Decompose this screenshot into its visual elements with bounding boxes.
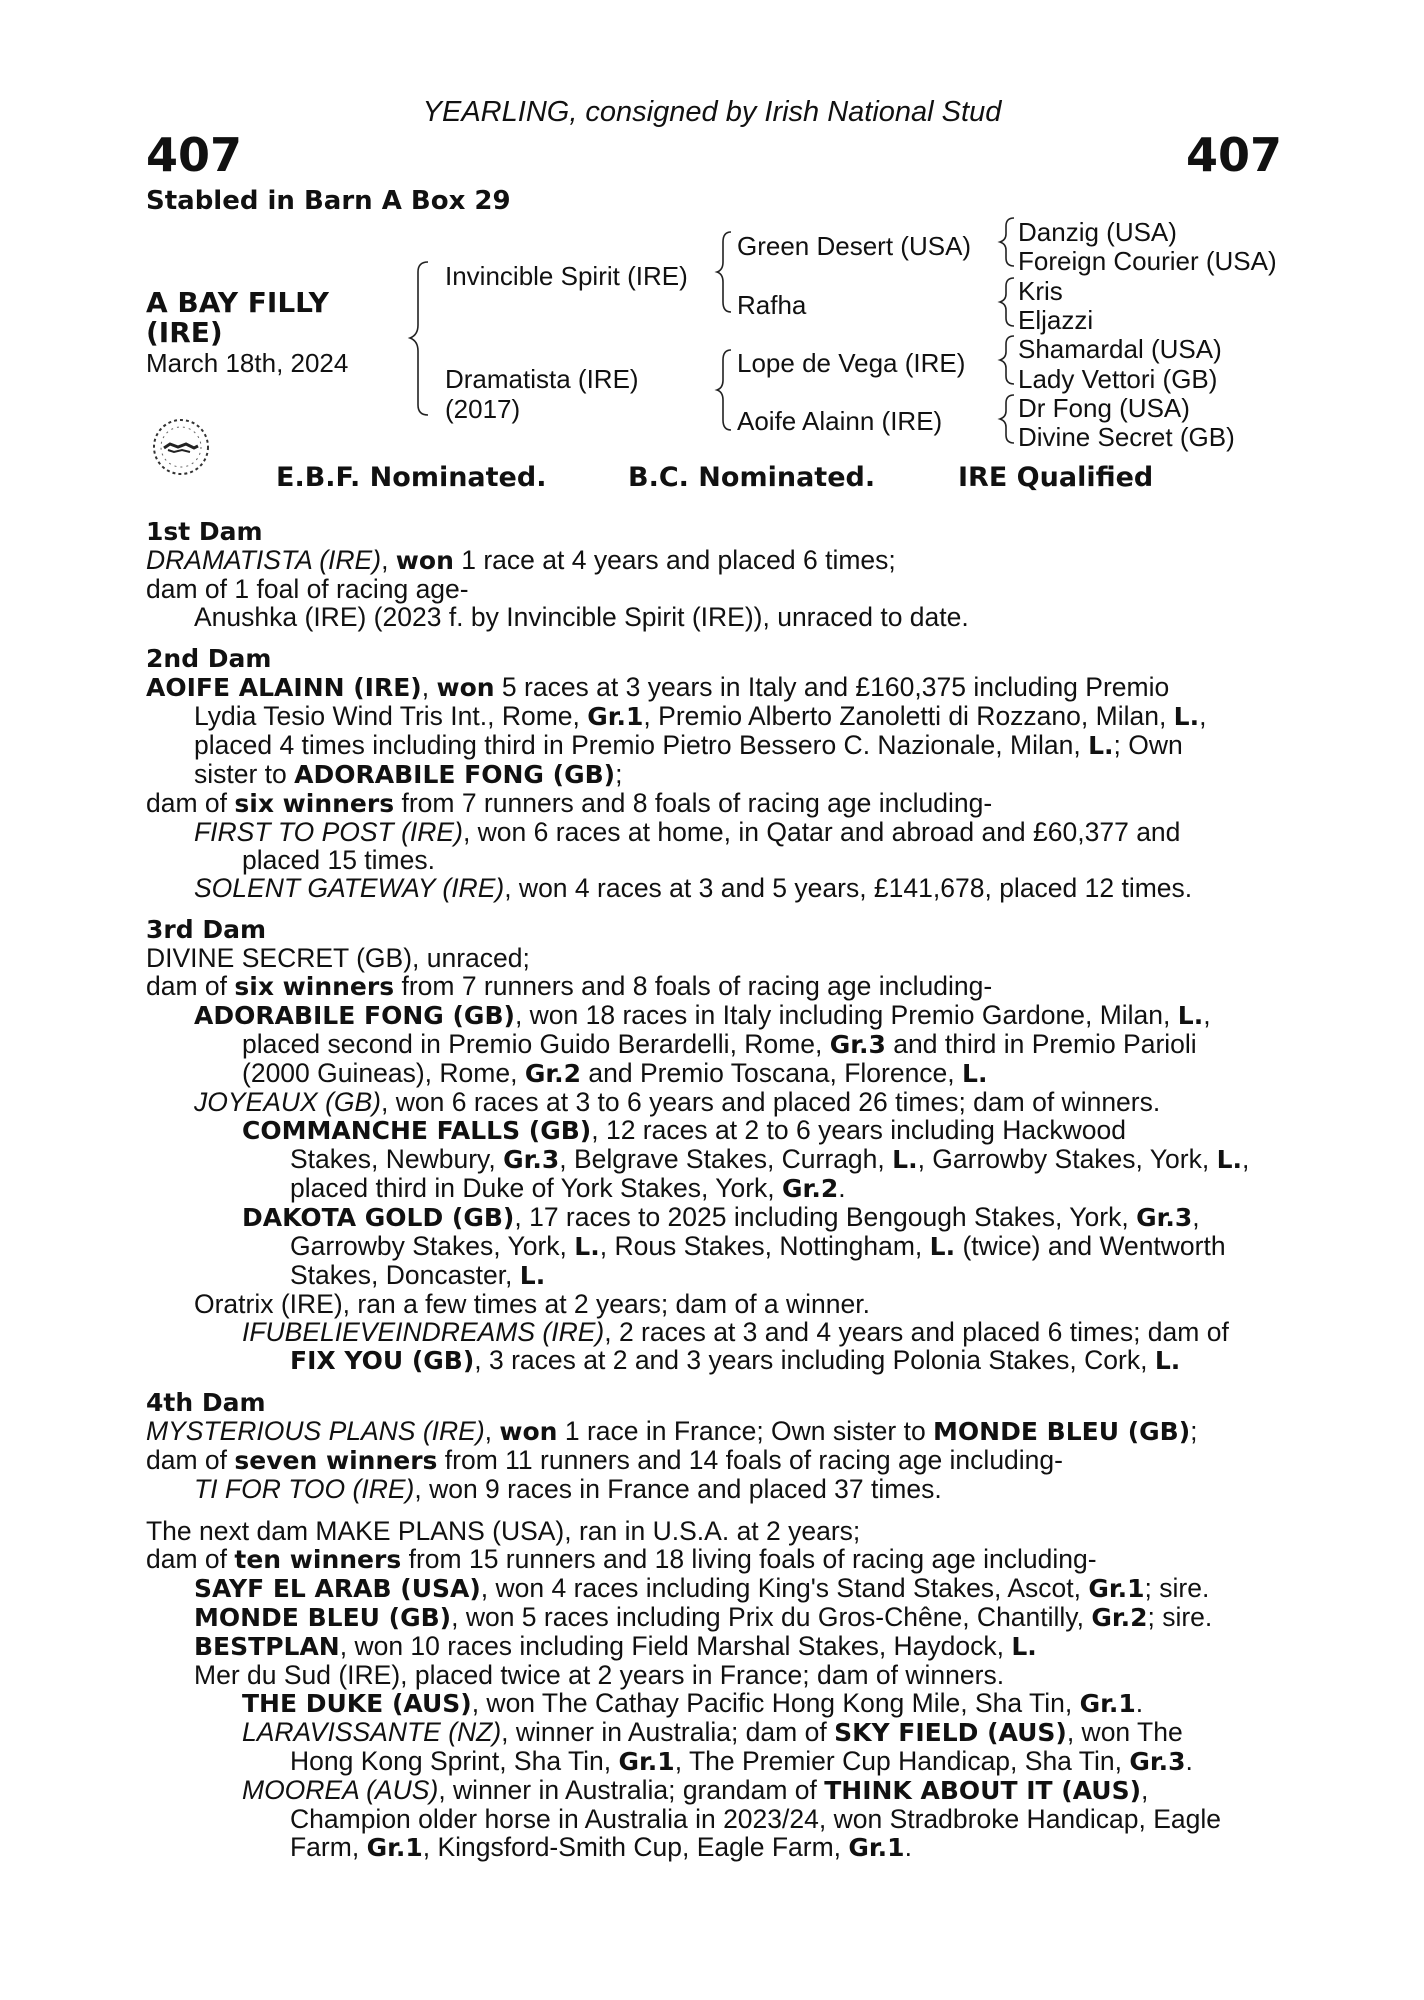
catalogue-body xyxy=(146,518,1286,1862)
third-dam-produce: (2000 Guineas), Rome, Gr.2 and Premio Toscana, Florence, L. xyxy=(242,1058,988,1088)
third-dam-produce: placed second in Premio Guido Berardelli, Rome, Gr.3 and third in Premio Parioli xyxy=(242,1029,1197,1059)
dam: Dramatista (IRE) xyxy=(445,364,639,394)
third-dam-produce: Oratrix (IRE), ran a few times at 2 years; dam of a winner. xyxy=(194,1289,870,1319)
next-dam-produce: Hong Kong Sprint, Sha Tin, Gr.1, The Premier Cup Handicap, Sha Tin, Gr.3. xyxy=(290,1746,1193,1776)
third-dam-produce: IFUBELIEVEINDREAMS (IRE), 2 races at 3 and 4 years and placed 6 times; dam of xyxy=(242,1317,1229,1347)
next-dam-line: dam of ten winners from 15 runners and 18 living foals of racing age including- xyxy=(146,1544,1097,1574)
first-dam-line: DRAMATISTA (IRE), won 1 race at 4 years and placed 6 times; xyxy=(146,545,896,575)
third-dam-heading: 3rd Dam xyxy=(146,915,266,944)
next-dam-produce: MONDE BLEU (GB), won 5 races including Prix du Gros-Chêne, Chantilly, Gr.2; sire. xyxy=(194,1602,1213,1632)
grandsire-3: Kris xyxy=(1018,276,1063,306)
ebf-nomination: E.B.F. Nominated. xyxy=(276,462,547,493)
grandsire-8: Divine Secret (GB) xyxy=(1018,422,1235,452)
sire-sire: Green Desert (USA) xyxy=(737,231,972,261)
grandsire-7: Dr Fong (USA) xyxy=(1018,393,1190,423)
third-dam-produce: placed third in Duke of York Stakes, York, Gr.2. xyxy=(290,1173,846,1203)
bc-nomination: B.C. Nominated. xyxy=(628,462,876,493)
grandsire-6: Lady Vettori (GB) xyxy=(1018,364,1218,394)
dam-dam: Aoife Alainn (IRE) xyxy=(737,406,943,436)
next-dam-line: The next dam MAKE PLANS (USA), ran in U.S.A. at 2 years; xyxy=(146,1516,861,1546)
grandsire-1: Danzig (USA) xyxy=(1018,217,1177,247)
second-dam-line: dam of six winners from 7 runners and 8 foals of racing age including- xyxy=(146,788,993,818)
ire-qualified: IRE Qualified xyxy=(958,462,1154,493)
grandsire-2: Foreign Courier (USA) xyxy=(1018,246,1277,276)
second-dam-heading: 2nd Dam xyxy=(146,644,272,673)
fourth-dam-heading: 4th Dam xyxy=(146,1388,266,1417)
pedigree-brackets xyxy=(0,0,1424,500)
second-dam-produce: FIRST TO POST (IRE), won 6 races at home, in Qatar and abroad and £60,377 and xyxy=(194,817,1181,847)
fourth-dam-line: MYSTERIOUS PLANS (IRE), won 1 race in France; Own sister to MONDE BLEU (GB); xyxy=(146,1416,1198,1446)
stabling-info: Stabled in Barn A Box 29 xyxy=(146,186,511,216)
third-dam-line: DIVINE SECRET (GB), unraced; xyxy=(146,943,530,973)
next-dam-produce: Mer du Sud (IRE), placed twice at 2 years in France; dam of winners. xyxy=(194,1660,1005,1690)
first-dam-line: dam of 1 foal of racing age- xyxy=(146,574,469,604)
third-dam-produce: Stakes, Newbury, Gr.3, Belgrave Stakes, Curragh, L., Garrowby Stakes, York, L., xyxy=(290,1144,1250,1174)
next-dam-produce: SAYF EL ARAB (USA), won 4 races including King's Stand Stakes, Ascot, Gr.1; sire. xyxy=(194,1573,1210,1603)
third-dam-produce: Stakes, Doncaster, L. xyxy=(290,1260,546,1290)
third-dam-line: dam of six winners from 7 runners and 8 foals of racing age including- xyxy=(146,971,993,1001)
horse-name-suffix: (IRE) xyxy=(146,316,223,349)
next-dam-produce: THE DUKE (AUS), won The Cathay Pacific Hong Kong Mile, Sha Tin, Gr.1. xyxy=(242,1688,1144,1718)
dam-year: (2017) xyxy=(445,394,521,424)
second-dam-line: AOIFE ALAINN (IRE), won 5 races at 3 years in Italy and £160,375 including Premio xyxy=(146,672,1170,702)
horse-name: A BAY FILLY xyxy=(146,286,329,319)
fourth-dam-produce: TI FOR TOO (IRE), won 9 races in France and placed 37 times. xyxy=(194,1474,942,1504)
grandsire-5: Shamardal (USA) xyxy=(1018,334,1222,364)
third-dam-produce: COMMANCHE FALLS (GB), 12 races at 2 to 6 years including Hackwood xyxy=(242,1115,1126,1145)
next-dam-produce: BESTPLAN, won 10 races including Field Marshal Stakes, Haydock, L. xyxy=(194,1631,1037,1661)
sire-dam: Rafha xyxy=(737,290,807,320)
first-dam-produce: Anushka (IRE) (2023 f. by Invincible Spirit (IRE)), unraced to date. xyxy=(194,602,969,632)
dam-sire: Lope de Vega (IRE) xyxy=(737,348,966,378)
third-dam-produce: DAKOTA GOLD (GB), 17 races to 2025 including Bengough Stakes, York, Gr.3, xyxy=(242,1202,1200,1232)
second-dam-line: placed 4 times including third in Premio Pietro Bessero C. Nazionale, Milan, L.; Own xyxy=(194,730,1183,760)
second-dam-produce: placed 15 times. xyxy=(242,845,435,875)
second-dam-line: Lydia Tesio Wind Tris Int., Rome, Gr.1, Premio Alberto Zanoletti di Rozzano, Milan, L., xyxy=(194,701,1207,731)
foaling-date: March 18th, 2024 xyxy=(146,348,349,378)
third-dam-produce: FIX YOU (GB), 3 races at 2 and 3 years including Polonia Stakes, Cork, L. xyxy=(290,1345,1181,1375)
third-dam-produce: ADORABILE FONG (GB), won 18 races in Italy including Premio Gardone, Milan, L., xyxy=(194,1000,1211,1030)
next-dam-produce: MOOREA (AUS), winner in Australia; grandam of THINK ABOUT IT (AUS), xyxy=(242,1775,1149,1805)
second-dam-line: sister to ADORABILE FONG (GB); xyxy=(194,759,623,789)
lot-number-right: 407 xyxy=(1185,128,1282,182)
grandsire-4: Eljazzi xyxy=(1018,305,1094,335)
lot-number-left: 407 xyxy=(146,128,243,182)
third-dam-produce: Garrowby Stakes, York, L., Rous Stakes, Nottingham, L. (twice) and Wentworth xyxy=(290,1231,1226,1261)
second-dam-produce: SOLENT GATEWAY (IRE), won 4 races at 3 and 5 years, £141,678, placed 12 times. xyxy=(194,873,1193,903)
sire: Invincible Spirit (IRE) xyxy=(445,261,688,291)
consignor-heading: YEARLING, consigned by Irish National Stud xyxy=(422,96,1002,128)
next-dam-produce: Champion older horse in Australia in 2023/24, won Stradbroke Handicap, Eagle xyxy=(290,1804,1222,1834)
fourth-dam-line: dam of seven winners from 11 runners and 14 foals of racing age including- xyxy=(146,1445,1063,1475)
third-dam-produce: JOYEAUX (GB), won 6 races at 3 to 6 years and placed 26 times; dam of winners. xyxy=(194,1087,1161,1117)
first-dam-heading: 1st Dam xyxy=(146,517,263,546)
next-dam-produce: LARAVISSANTE (NZ), winner in Australia; dam of SKY FIELD (AUS), won The xyxy=(242,1717,1183,1747)
next-dam-produce: Farm, Gr.1, Kingsford-Smith Cup, Eagle Farm, Gr.1. xyxy=(290,1832,912,1862)
